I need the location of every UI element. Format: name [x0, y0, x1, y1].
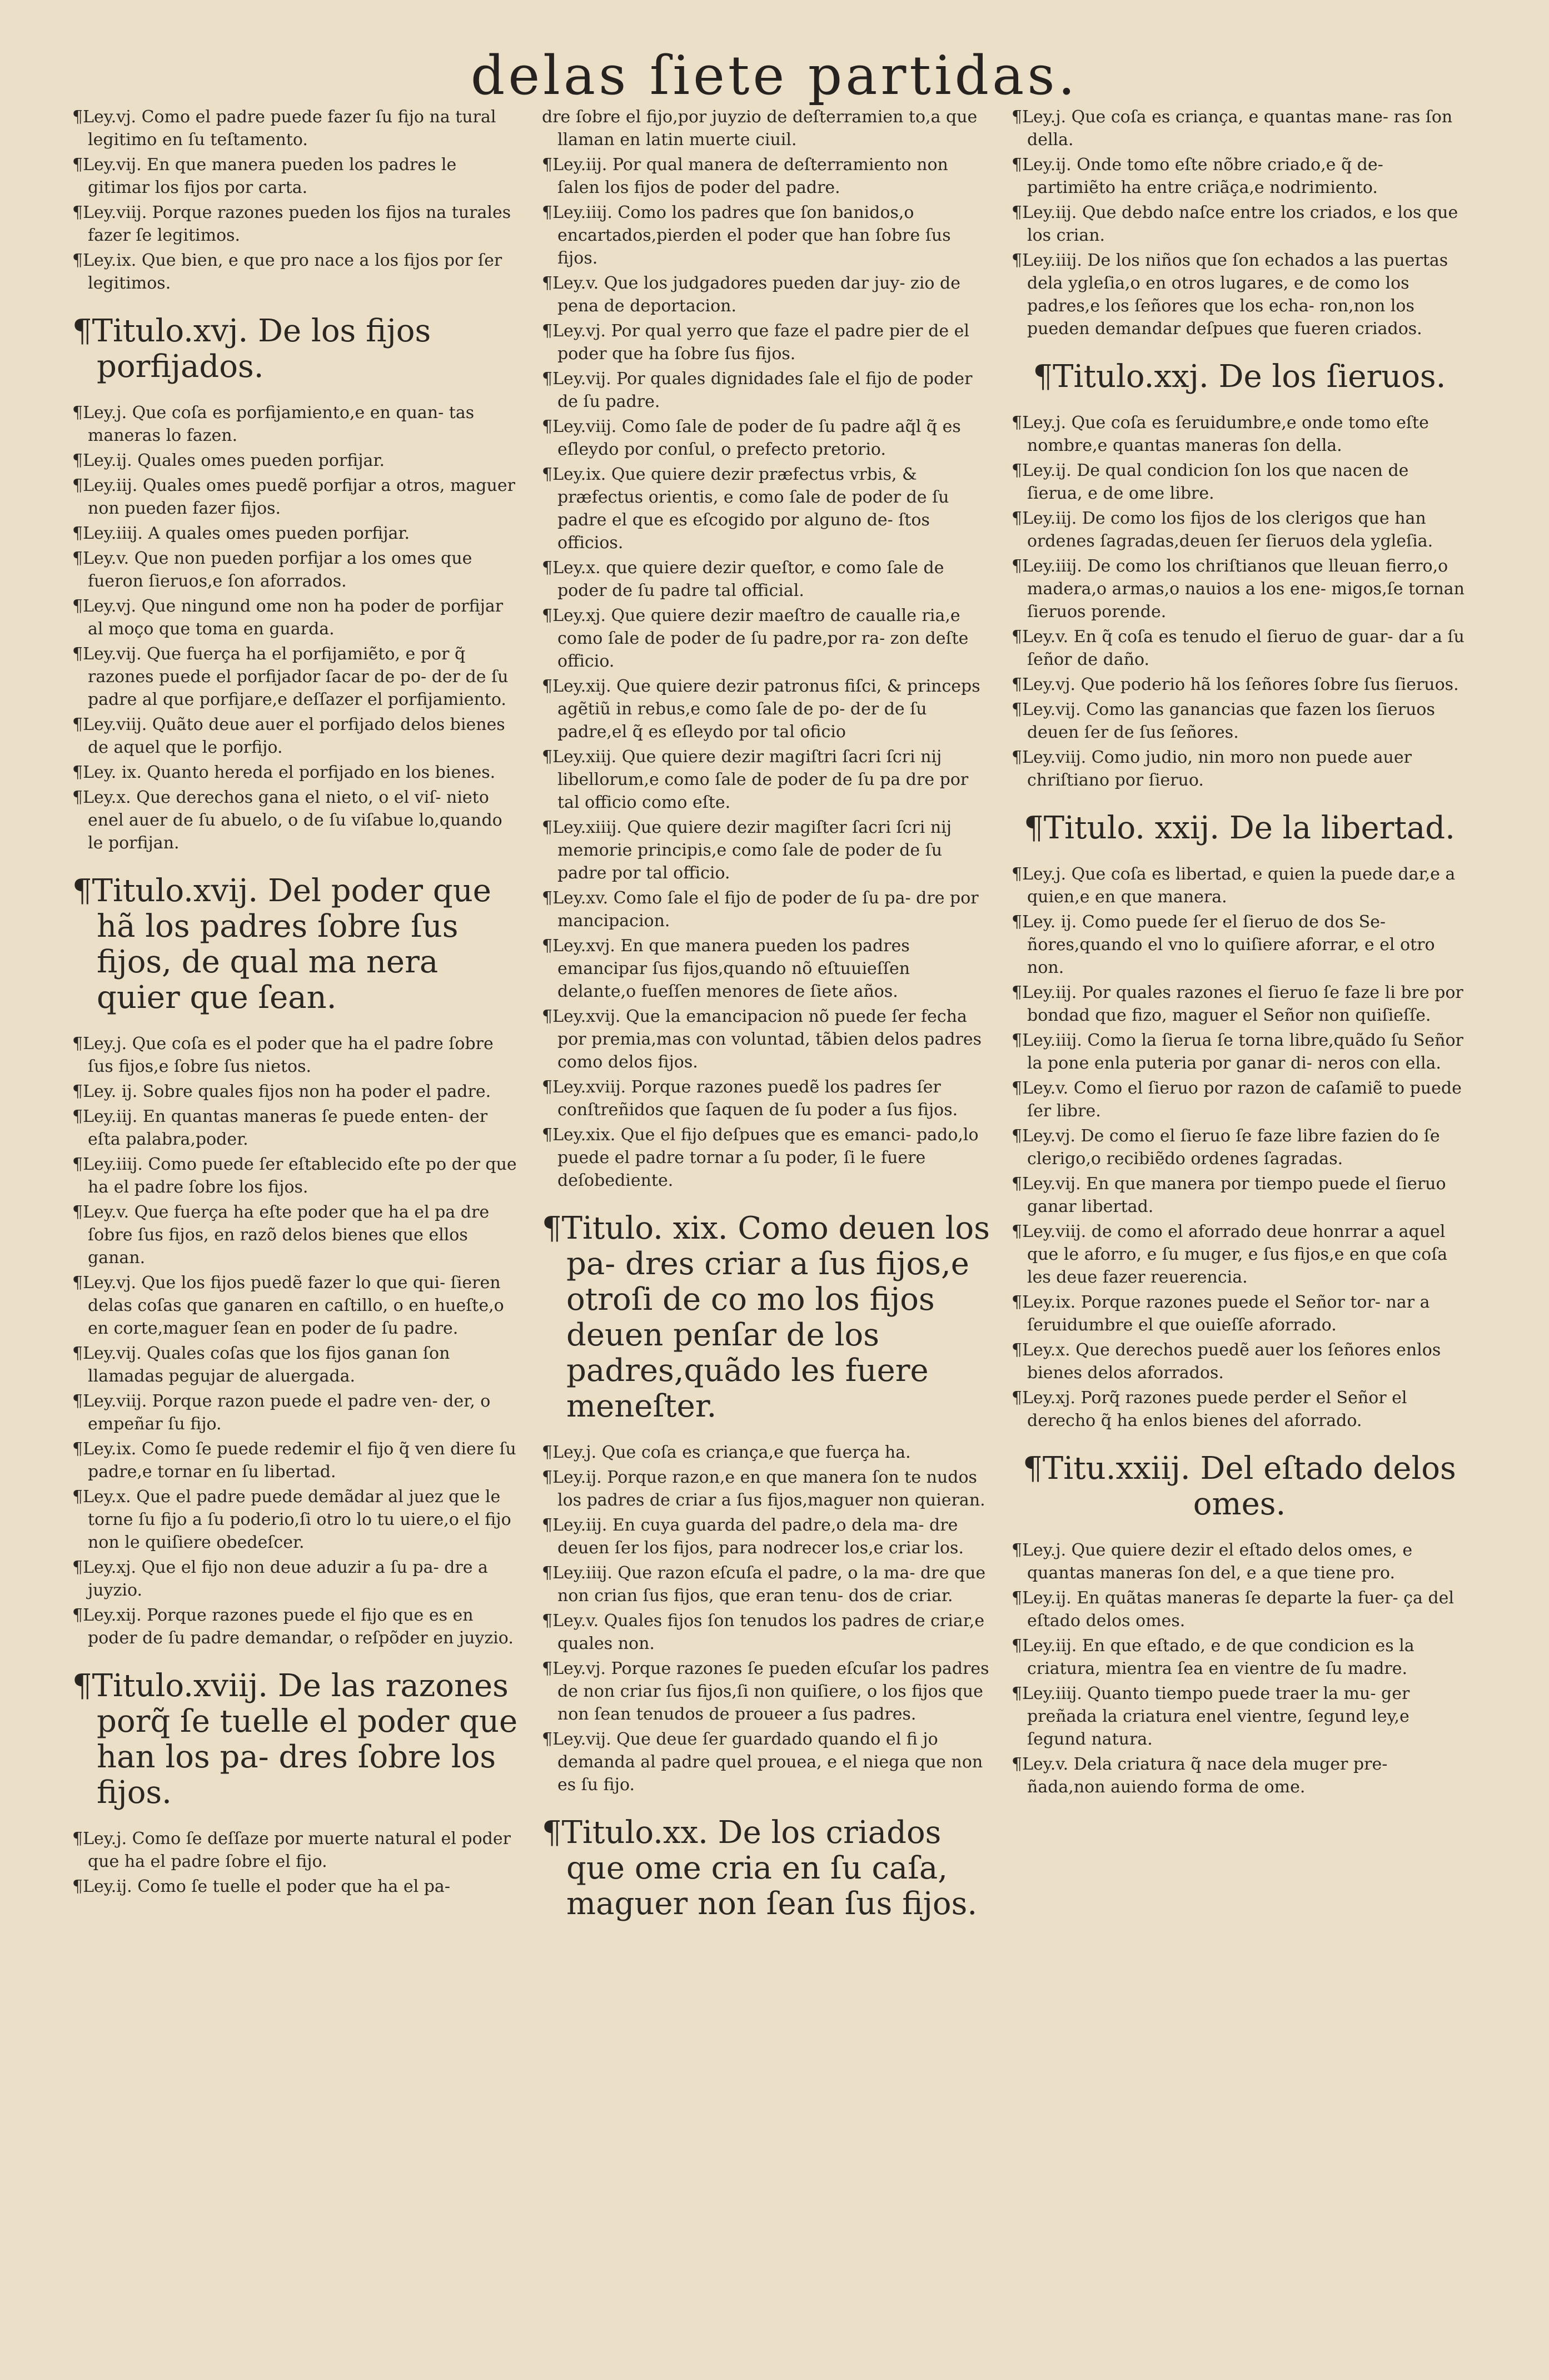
titulo-heading: ¶Titulo.xvj. De los fijos porfijados. — [72, 313, 431, 385]
titulo-heading: ¶Titulo.xx. De los criados que ome cria en ſu caſa, maguer non ſean ſus fijos. — [542, 1815, 978, 1922]
ley-entry: ¶Ley.j. Que coſa es criança, e quantas mane- ras ſon della. — [1012, 107, 1453, 150]
ley-entry: ¶Ley.v. Que fuerça ha eſte poder que ha el pa dre ſobre ſus fijos, en razõ delos bienes que ellos ganan. — [72, 1203, 490, 1268]
ley-entry: ¶Ley.iij. Que debdo naſce entre los criados, e los que los crian. — [1012, 203, 1458, 245]
ley-entry: ¶Ley.ix. Que quiere dezir præfectus vrbis, & præfectus orientis, e como ſale de poder de ſu padre el que es eſcogido por alguno de- ſtos officios. — [542, 465, 949, 553]
titulo-heading: ¶Titulo.xxj. De los ſieruos. — [1033, 359, 1446, 395]
column-right — [1012, 106, 1467, 1801]
ley-entry: ¶Ley.xij. Que quiere dezir patronus fiſci, & princeps agẽtiũ in rebus,e como ſale de po- der de ſu padre,el q̃ es eſleydo por tal oficio — [542, 677, 980, 742]
ley-entry: ¶Ley.xix. Que el fijo deſpues que es emanci- pado,lo puede el padre tornar a ſu poder, ſi le fuere deſobediente. — [542, 1125, 979, 1190]
ley-entry: ¶Ley.vij. En que manera pueden los padres le gitimar los fijos por carta. — [72, 155, 457, 197]
ley-entry: ¶Ley.ij. En quãtas maneras ſe departe la fuer- ça del eſtado delos omes. — [1012, 1588, 1454, 1631]
ley-entry: ¶Ley.xj. Porq̃ razones puede perder el Señor el derecho q̃ ha enlos bienes del aforrado. — [1012, 1388, 1407, 1430]
titulo-heading: ¶Titu.xxiij. Del eſtado delos omes. — [1023, 1450, 1456, 1522]
titulo-heading: ¶Titulo.xvij. Del poder que hã los padres ſobre ſus fijos, de qual ma nera quier que ſean. — [72, 873, 491, 1016]
ley-entry: ¶Ley.j. Que quiere dezir el eſtado delos omes, e quantas maneras ſon del, e a que tiene pro. — [1012, 1541, 1413, 1583]
ley-entry: ¶Ley.iij. En cuya guarda del padre,o dela ma- dre deuen ſer los fijos, para nodrecer los,e criar los. — [542, 1516, 964, 1558]
ley-entry: ¶Ley.vij. Que deue ſer guardado quando el fi jo demanda al padre quel prouea, e el niega que non es ſu fijo. — [542, 1730, 983, 1795]
ley-entry: ¶Ley.j. Que coſa es el poder que ha el padre ſobre ſus fijos,e ſobre ſus nietos. — [72, 1034, 494, 1076]
ley-entry: ¶Ley.x. Que el padre puede demãdar al juez que le torne ſu fijo a ſu poderio,ſi otro lo tu uiere,o el fijo non le quiſiere obedeſcer. — [72, 1487, 511, 1552]
ley-entry: ¶Ley.iij. Por quales razones el ſieruo ſe faze li bre por bondad que fizo, maguer el Señor non quiſieſſe. — [1012, 983, 1463, 1025]
ley-entry: ¶Ley.iij. En que eſtado, e de que condicion es la criatura, mientra ſea en vientre de ſu madre. — [1012, 1636, 1414, 1678]
ley-entry: ¶Ley.ij. Porque razon,e en que manera ſon te nudos los padres de criar a ſus fijos,maguer non quieran. — [542, 1468, 985, 1510]
ley-entry: ¶Ley.vj. Como el padre puede fazer ſu fijo na tural legitimo en ſu teſtamento. — [72, 107, 496, 150]
ley-entry: ¶Ley.v. Como el ſieruo por razon de caſamiẽ to puede ſer libre. — [1012, 1079, 1462, 1121]
ley-entry: ¶Ley.j. Que coſa es libertad, e quien la puede dar,e a quien,e en que manera. — [1012, 864, 1456, 907]
ley-entry: ¶Ley.iiij. Como la ſierua ſe torna libre,quãdo ſu Señor la pone enla puteria por ganar di- neros con ella. — [1012, 1031, 1463, 1073]
ley-entry: ¶Ley.vij. En que manera por tiempo puede el ſieruo ganar libertad. — [1012, 1174, 1446, 1216]
titulo-heading: ¶Titulo.xviij. De las razones porq̃ ſe tuelle el poder que han los pa- dres ſobre los fijos. — [72, 1668, 518, 1811]
ley-entry: ¶Ley.vj. Que ningund ome non ha poder de porfijar al moço que toma en guarda. — [72, 597, 504, 639]
ley-entry: ¶Ley.iij. En quantas maneras ſe puede enten- der eſta palabra,poder. — [72, 1107, 488, 1149]
ley-entry: ¶Ley.j. Que coſa es ſeruidumbre,e onde tomo eſte nombre,e quantas maneras ſon della. — [1012, 413, 1429, 455]
ley-entry: ¶Ley.v. En q̃ coſa es tenudo el ſieruo de guar- dar a ſu ſeñor de daño. — [1012, 627, 1465, 669]
ley-entry: ¶Ley.iiij. De los niños que ſon echados a las puertas dela ygleſia,o en otros lugares, e de como los padres,e los ſeñores que los echa- ron,non los pueden demandar deſpues que fueren criados. — [1012, 251, 1448, 339]
ley-entry: ¶Ley.iiij. Como puede ſer eſtablecido eſte po der que ha el padre ſobre los fijos. — [72, 1155, 517, 1197]
ley-entry: ¶Ley.x. Que derechos gana el nieto, o el viſ- nieto enel auer de ſu abuelo, o de ſu viſabue lo,quando le porfijan. — [72, 788, 502, 853]
ley-entry: ¶Ley.ij. De qual condicion ſon los que nacen de ſierua, e de ome libre. — [1012, 461, 1409, 503]
ley-entry: ¶Ley.vij. Como las ganancias que fazen los ſieruos deuen ſer de ſus ſeñores. — [1012, 700, 1435, 742]
ley-entry: ¶Ley.vj. De como el ſieruo ſe faze libre fazien do ſe clerigo,o recibiẽdo ordenes ſagradas. — [1012, 1126, 1440, 1169]
ley-entry: ¶Ley.ix. Como ſe puede redemir el fijo q̃ ven diere ſu padre,e tornar en ſu libertad. — [72, 1439, 516, 1482]
ley-entry: ¶Ley.x. Que derechos puedẽ auer los ſeñores enlos bienes delos aforrados. — [1012, 1340, 1441, 1383]
ley-entry: ¶Ley. ij. Como puede ſer el ſieruo de dos Se- ñores,quando el vno lo quiſiere aforrar, e el otro non. — [1012, 912, 1435, 977]
ley-entry: ¶Ley.xij. Porque razones puede el fijo que es en poder de ſu padre demandar, o reſpõder en juyzio. — [72, 1606, 514, 1648]
ley-entry: ¶Ley.v. Quales fijos ſon tenudos los padres de criar,e quales non. — [542, 1611, 985, 1653]
ley-entry: ¶Ley.viij. Como ſale de poder de ſu padre aq̃l q̃ es eſleydo por conſul, o prefecto pretorio. — [542, 417, 961, 459]
ley-entry: ¶Ley.vij. Quales coſas que los fijos ganan ſon llamadas pegujar de aluergada. — [72, 1344, 450, 1386]
ley-entry: ¶Ley.iij. De como los fijos de los clerigos que han ordenes ſagradas,deuen ſer ſieruos dela ygleſia. — [1012, 509, 1433, 551]
ley-entry: ¶Ley.ij. Como ſe tuelle el poder que ha el pa- — [72, 1877, 450, 1896]
ley-entry: ¶Ley.viij. de como el aforrado deue honrrar a aquel que le aforro, e ſu muger, e ſus fijos,e en que coſa les deue fazer reuerencia. — [1012, 1222, 1448, 1287]
ley-entry: ¶Ley.xj. Que quiere dezir maeſtro de caualle ria,e como ſale de poder de ſu padre,por ra- zon deſte officio. — [542, 606, 969, 671]
ley-entry: ¶Ley.j. Que coſa es porfijamiento,e en quan- tas maneras lo fazen. — [72, 403, 475, 445]
ley-entry: ¶Ley.xv. Como ſale el fijo de poder de ſu pa- dre por mancipacion. — [542, 888, 979, 931]
ley-entry: ¶Ley.viij. Quãto deue auer el porfijado delos bienes de aquel que le porfijo. — [72, 715, 505, 757]
ley-entry: ¶Ley.iiij. De como los chriſtianos que lleuan fierro,o madera,o armas,o nauios a los ene- migos,ſe tornan ſieruos porende. — [1012, 557, 1465, 622]
ley-entry: ¶Ley.iij. Por qual manera de deſterramiento non ſalen los fijos de poder del padre. — [542, 155, 948, 197]
ley-entry: ¶Ley.j. Como ſe deſſaze por muerte natural el poder que ha el padre ſobre el fijo. — [72, 1829, 511, 1871]
ley-entry: ¶Ley.ij. Quales omes pueden porfijar. — [72, 451, 385, 470]
titulo-heading: ¶Titulo. xxij. De la libertad. — [1024, 810, 1455, 846]
ley-entry: ¶Ley.vj. Porque razones ſe pueden eſcuſar los padres de non criar ſus fijos,ſi non quiſiere, o los fijos que non ſean tenudos de proueer a ſus padres. — [542, 1659, 989, 1724]
ley-entry: ¶Ley.vij. Por quales dignidades ſale el fijo de poder de ſu padre. — [542, 369, 973, 411]
column-left — [72, 106, 522, 1900]
ley-entry: ¶Ley.viij. Porque razones pueden los fijos na turales fazer ſe legitimos. — [72, 203, 511, 245]
ley-entry: ¶Ley.xvj. En que manera pueden los padres emancipar ſus fijos,quando nõ eſtuuieſſen delante,o fueſſen menores de ſiete años. — [542, 936, 910, 1001]
ley-entry: ¶Ley.iiij. Quanto tiempo puede traer la mu- ger preñada la criatura enel vientre, ſegund ley,e ſegund natura. — [1012, 1684, 1410, 1749]
ley-entry: ¶Ley.xj. Que el fijo non deue aduzir a ſu pa- dre a juyzio. — [72, 1558, 488, 1600]
ley-entry: ¶Ley.ix. Porque razones puede el Señor tor- nar a ſeruidumbre el que ouieſſe aforrado. — [1012, 1293, 1430, 1335]
ley-entry: ¶Ley.xiiij. Que quiere dezir magiſter ſacri ſcri nij memorie principis,e como ſale de poder de ſu padre por tal officio. — [542, 818, 952, 883]
ley-entry: ¶Ley.xiij. Que quiere dezir magiſtri ſacri ſcri nij libellorum,e como ſale de poder de ſu pa dre por tal officio como eſte. — [542, 747, 969, 812]
ley-entry: ¶Ley.v. Dela criatura q̃ nace dela muger pre- ñada,non auiendo forma de ome. — [1012, 1755, 1388, 1797]
ley-entry: ¶Ley.j. Que coſa es criança,e que fuerça ha. — [542, 1443, 911, 1462]
ley-entry: ¶Ley.vij. Que fuerça ha el porfijamiẽto, e por q̃ razones puede el porfijador ſacar de po- der de ſu padre al que porfijare,e deſſazer el porfijamiento. — [72, 644, 509, 709]
ley-entry: ¶Ley.vj. Que poderio hã los ſeñores ſobre ſus ſieruos. — [1012, 675, 1459, 694]
running-header: delas ſiete partidas. — [470, 44, 1079, 107]
ley-entry: ¶Ley.iiij. Como los padres que ſon banidos,o encartados,pierden el poder que han ſobre ſus fijos. — [542, 203, 951, 268]
ley-entry: ¶Ley.vj. Por qual yerro que faze el padre pier de el poder que ha ſobre ſus fijos. — [542, 321, 969, 364]
ley-entry: dre ſobre el fijo,por juyzio de deſterramien to,a que llaman en latin muerte ciuil. — [542, 107, 978, 150]
ley-entry: ¶Ley.x. que quiere dezir queſtor, e como ſale de poder de ſu padre tal official. — [542, 558, 944, 600]
column-middle — [542, 106, 992, 1939]
ley-entry: ¶Ley. ix. Quanto hereda el porfijado en los bienes. — [72, 763, 496, 782]
ley-entry: ¶Ley.vj. Que los fijos puedẽ fazer lo que qui- ſieren delas coſas que ganaren en caſtillo, o en hueſte,o en corte,maguer ſean en poder de ſu padre. — [72, 1273, 504, 1338]
ley-entry: ¶Ley.v. Que los judgadores pueden dar juy- zio de pena de deportacion. — [542, 274, 960, 316]
ley-entry: ¶Ley.xvij. Que la emancipacion nõ puede ſer fecha por premia,mas con voluntad, tãbien delos padres como delos fijos. — [542, 1007, 982, 1072]
titulo-heading: ¶Titulo. xix. Como deuen los pa- dres criar a ſus fijos,e otroſi de co mo los fijos deuen penſar de los padres,quãdo les fuere meneſter. — [542, 1210, 990, 1424]
ley-entry: ¶Ley.ix. Que bien, e que pro nace a los fijos por ſer legitimos. — [72, 251, 502, 293]
ley-entry: ¶Ley.viij. Como judio, nin moro non puede auer chriſtiano por ſieruo. — [1012, 748, 1412, 790]
ley-entry: ¶Ley.iij. Quales omes puedẽ porfijar a otros, maguer non pueden fazer fijos. — [72, 476, 515, 518]
ley-entry: ¶Ley.v. Que non pueden porfijar a los omes que fueron ſieruos,e ſon aforrados. — [72, 549, 472, 591]
ley-entry: ¶Ley.iiij. A quales omes pueden porfijar. — [72, 524, 410, 543]
ley-entry: ¶Ley.iiij. Que razon eſcuſa el padre, o la ma- dre que non crian ſus fijos, que eran tenu- dos de criar. — [542, 1563, 986, 1606]
ley-entry: ¶Ley.viij. Porque razon puede el padre ven- der, o empeñar ſu fijo. — [72, 1392, 491, 1434]
ley-entry: ¶Ley.ij. Onde tomo eſte nõbre criado,e q̃ de- partimiẽto ha entre criãça,e nodrimiento. — [1012, 155, 1383, 197]
ley-entry: ¶Ley.xviij. Porque razones puedẽ los padres ſer conſtreñidos que ſaquen de ſu poder a ſus fijos. — [542, 1077, 958, 1120]
ley-entry: ¶Ley. ij. Sobre quales fijos non ha poder el padre. — [72, 1082, 491, 1101]
